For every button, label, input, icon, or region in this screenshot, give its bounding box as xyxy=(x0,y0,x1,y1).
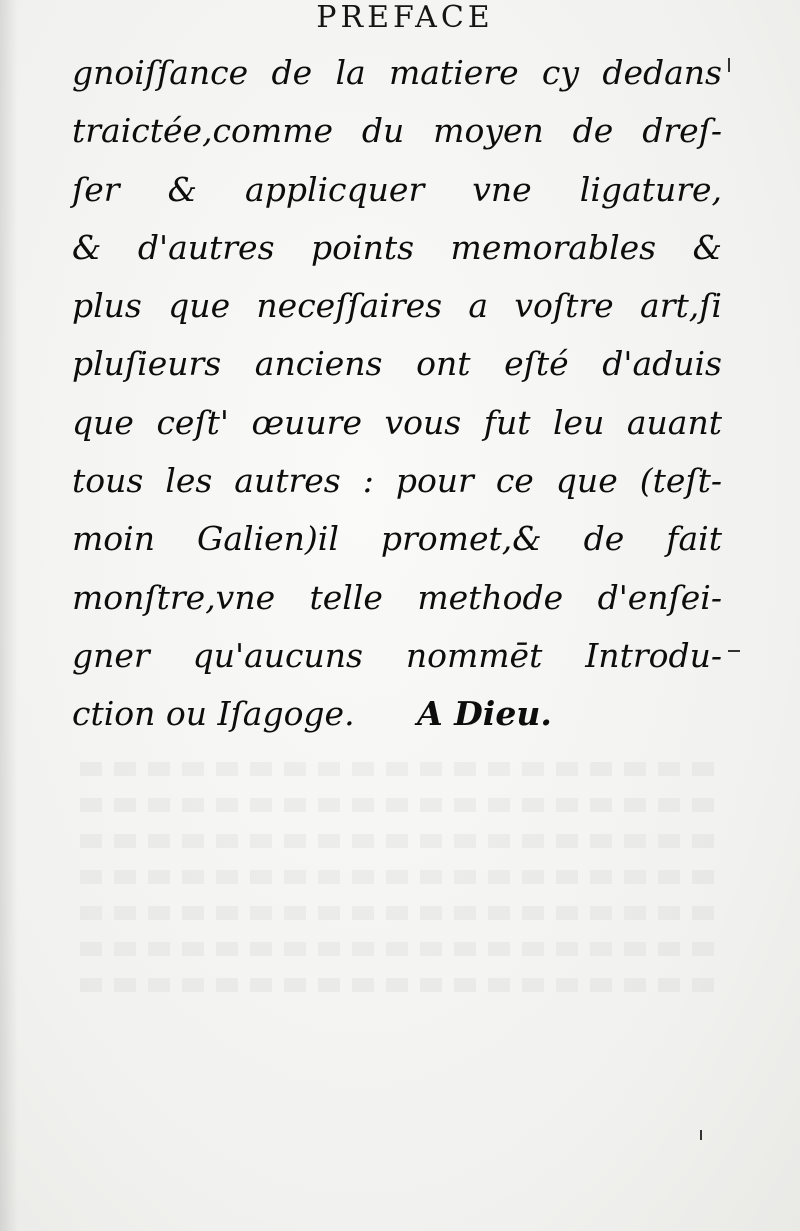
ghost-line xyxy=(80,798,720,812)
ghost-line xyxy=(80,762,720,776)
page-edge-shadow xyxy=(0,0,18,1231)
text-line-final xyxy=(72,685,722,743)
text-line: gner qu'aucuns nommēt Introdu- xyxy=(72,635,722,675)
text-line: traictée,comme du moyen de dreſ- xyxy=(72,111,722,151)
text-line: monſtre,vne telle methode d'enſei- xyxy=(72,577,722,617)
text-line: que ceſt' œuure vous fut leu auant xyxy=(72,402,722,442)
text-line: ſer & applicquer vne ligature, xyxy=(72,169,722,209)
margin-mark xyxy=(700,1130,702,1140)
ghost-line xyxy=(80,978,720,992)
closing-salutation: A Dieu. xyxy=(417,694,552,734)
running-head: PREFACE xyxy=(316,0,494,35)
text-line: tous les autres : pour ce que (teſt- xyxy=(72,461,722,501)
ghost-line xyxy=(80,942,720,956)
text-line: moin Galien)il promet,& de fait xyxy=(72,519,722,559)
text-line: & d'autres points memorables & xyxy=(72,227,722,267)
text-line: pluſieurs anciens ont eſté d'aduis xyxy=(72,344,722,384)
text-line: plus que neceſſaires a voſtre art,ſi xyxy=(72,286,722,326)
ghost-line xyxy=(80,906,720,920)
margin-mark xyxy=(728,58,730,72)
margin-mark xyxy=(728,650,740,652)
preface-text xyxy=(72,44,722,744)
ghost-line xyxy=(80,870,720,884)
final-line-text: ction ou Iſagoge. xyxy=(72,694,355,734)
ghost-line xyxy=(80,834,720,848)
show-through-ghost xyxy=(80,740,720,1014)
text-line: gnoiſſance de la matiere cy dedans xyxy=(72,53,722,92)
